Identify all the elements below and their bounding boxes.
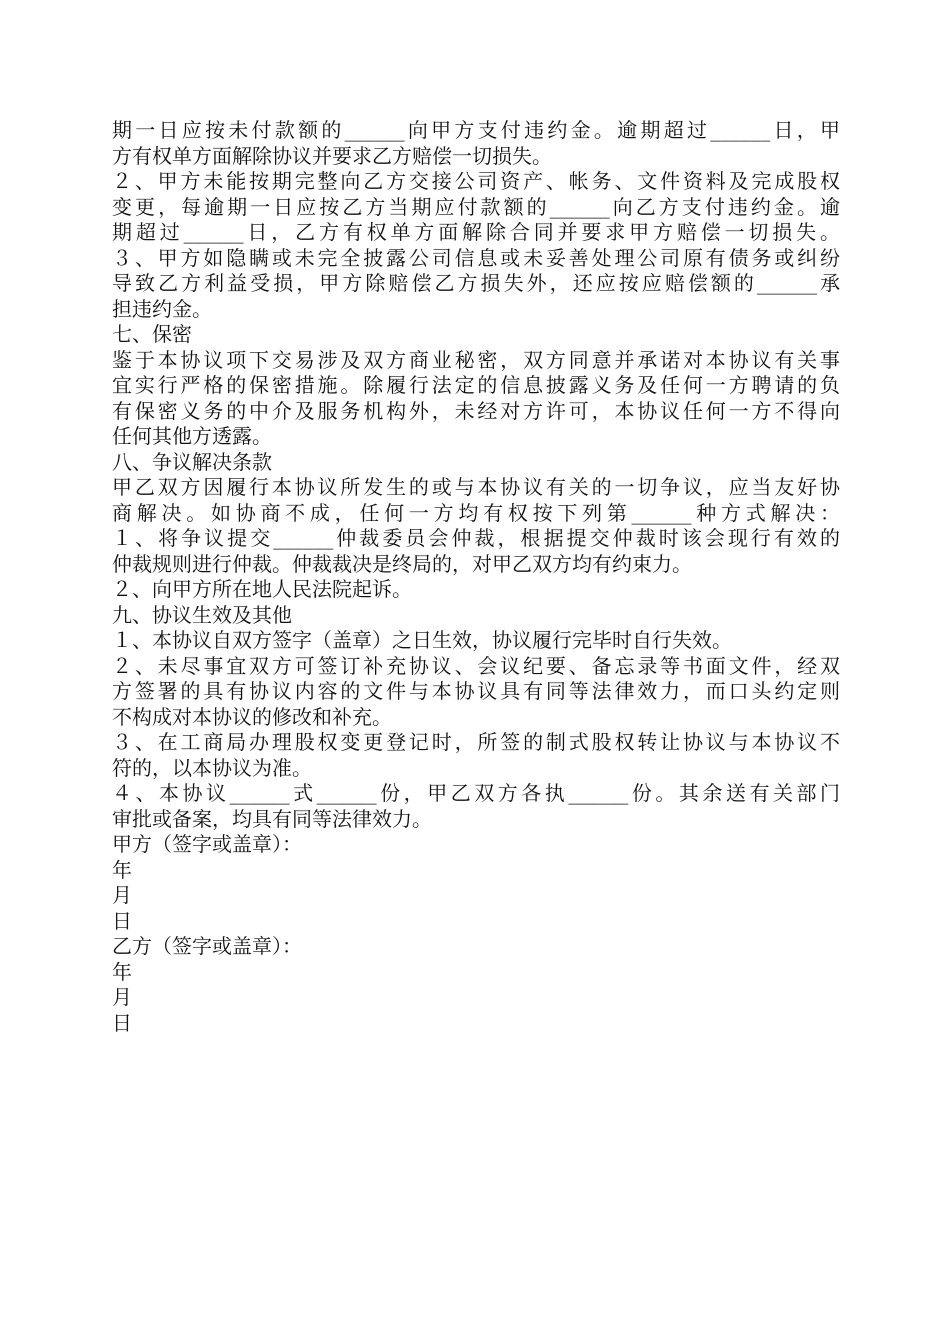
text-line: 日 xyxy=(112,908,132,933)
text-line: 导致乙方利益受损，甲方除赔偿乙方损失外，还应按应赔偿额的______承 xyxy=(112,271,840,295)
text-line: ３、在工商局办理股权变更登记时，所签的制式股权转让协议与本协议不 xyxy=(112,730,840,754)
text-line: ２、甲方未能按期完整向乙方交接公司资产、帐务、文件资料及完成股权 xyxy=(112,169,840,193)
text-line: 乙方（签字或盖章）： xyxy=(112,934,302,958)
text-line: 任何其他方透露。 xyxy=(112,424,272,448)
text-line: 日 xyxy=(112,1010,132,1035)
text-line: 商解决。如协商不成，任何一方均有权按下列第______种方式解决： xyxy=(112,500,840,525)
text-line: 甲乙双方因履行本协议所发生的或与本协议有关的一切争议，应当友好协 xyxy=(112,475,840,499)
text-line: 宜实行严格的保密措施。除履行法定的信息披露义务及任何一方聘请的负 xyxy=(112,373,840,397)
text-line: 七、保密 xyxy=(112,322,192,346)
text-line: 月 xyxy=(112,883,132,907)
text-line: 年 xyxy=(112,959,132,984)
text-line: 八、争议解决条款 xyxy=(112,449,272,474)
text-line: 仲裁规则进行仲裁。仲裁裁决是终局的，对甲乙双方均有约束力。 xyxy=(112,551,692,576)
text-line: ３、甲方如隐瞒或未完全披露公司信息或未妥善处理公司原有债务或纠纷 xyxy=(112,245,840,270)
document-body xyxy=(112,118,840,1036)
text-line: 鉴于本协议项下交易涉及双方商业秘密，双方同意并承诺对本协议有关事 xyxy=(112,347,840,372)
text-line: ４、本协议______式______份，甲乙双方各执______份。其余送有关部门 xyxy=(112,781,840,805)
text-line: ２、未尽事宜双方可签订补充协议、会议纪要、备忘录等书面文件，经双 xyxy=(112,653,840,678)
text-line: １、本协议自双方签字（盖章）之日生效，协议履行完毕时自行失效。 xyxy=(112,628,732,652)
text-line: 有保密义务的中介及服务机构外，未经对方许可，本协议任何一方不得向 xyxy=(112,398,840,423)
text-line: 担违约金。 xyxy=(112,296,212,321)
text-line: ２、向甲方所在地人民法院起诉。 xyxy=(112,577,412,601)
text-line: １、将争议提交______仲裁委员会仲裁，根据提交仲裁时该会现行有效的 xyxy=(112,526,840,550)
text-line: 审批或备案，均具有同等法律效力。 xyxy=(112,806,432,831)
text-line: 变更，每逾期一日应按乙方当期应付款额的______向乙方支付违约金。逾 xyxy=(112,194,840,219)
text-line: 方有权单方面解除协议并要求乙方赔偿一切损失。 xyxy=(112,143,552,168)
text-line: 期超过______日，乙方有权单方面解除合同并要求甲方赔偿一切损失。 xyxy=(112,220,840,244)
text-line: 不构成对本协议的修改和补充。 xyxy=(112,704,392,729)
text-line: 九、协议生效及其他 xyxy=(112,602,292,627)
text-line: 期一日应按未付款额的______向甲方支付违约金。逾期超过______日，甲 xyxy=(112,118,840,142)
text-line: 月 xyxy=(112,985,132,1009)
text-line: 方签署的具有协议内容的文件与本协议具有同等法律效力，而口头约定则 xyxy=(112,679,840,703)
text-line: 年 xyxy=(112,857,132,882)
text-line: 甲方（签字或盖章）： xyxy=(112,832,302,856)
text-line: 符的，以本协议为准。 xyxy=(112,755,312,780)
